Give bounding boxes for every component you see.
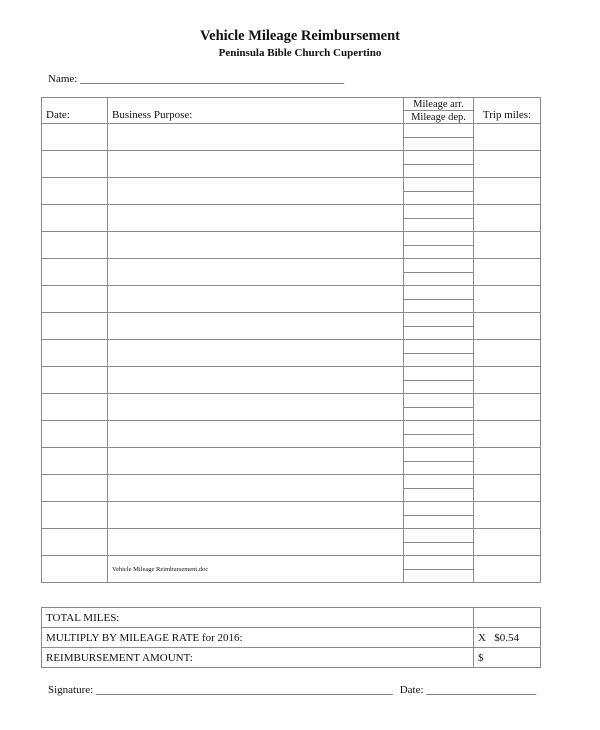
table-row [42, 502, 541, 516]
date-cell[interactable] [42, 232, 108, 259]
trip-miles-cell[interactable] [474, 151, 541, 178]
purpose-cell[interactable]: Vehicle Mileage Reimbursement.doc [108, 556, 404, 583]
mileage-dep-cell[interactable] [404, 515, 474, 529]
mileage-arr-cell[interactable] [404, 340, 474, 354]
trip-miles-cell[interactable] [474, 259, 541, 286]
mileage-dep-cell[interactable] [404, 380, 474, 394]
mileage-arr-cell[interactable] [404, 286, 474, 300]
table-row [42, 421, 541, 435]
purpose-cell[interactable] [108, 475, 404, 502]
mileage-rate-value: X $0.54 [474, 628, 541, 648]
mileage-arr-cell[interactable] [404, 529, 474, 543]
date-cell[interactable] [42, 475, 108, 502]
date-cell[interactable] [42, 259, 108, 286]
trip-miles-cell[interactable] [474, 232, 541, 259]
signature-label: Signature: [48, 684, 94, 696]
trip-miles-cell[interactable] [474, 475, 541, 502]
purpose-cell[interactable] [108, 340, 404, 367]
table-row [42, 448, 541, 462]
purpose-cell[interactable] [108, 448, 404, 475]
table-row [42, 205, 541, 219]
trip-miles-cell[interactable] [474, 313, 541, 340]
total-miles-label: TOTAL MILES: [42, 608, 474, 628]
date-cell[interactable] [42, 286, 108, 313]
mileage-arr-cell[interactable] [404, 475, 474, 489]
date-cell[interactable] [42, 502, 108, 529]
date-cell[interactable] [42, 340, 108, 367]
table-row [42, 394, 541, 408]
date-cell[interactable] [42, 367, 108, 394]
mileage-arr-cell[interactable] [404, 502, 474, 516]
name-blank-line[interactable]: ________________________________________________ [80, 73, 345, 85]
table-row [42, 475, 541, 489]
table-header-row [42, 98, 541, 111]
table-row [42, 529, 541, 543]
mileage-dep-cell[interactable] [404, 488, 474, 502]
mileage-dep-cell[interactable] [404, 326, 474, 340]
mileage-dep-cell[interactable] [404, 272, 474, 286]
date-cell[interactable] [42, 529, 108, 556]
purpose-column-header: Business Purpose: [108, 98, 404, 124]
purpose-cell[interactable] [108, 232, 404, 259]
mileage-dep-cell[interactable] [404, 137, 474, 151]
purpose-cell[interactable] [108, 502, 404, 529]
date-column-header: Date: [42, 98, 108, 124]
trip-miles-cell[interactable] [474, 529, 541, 556]
mileage-dep-cell[interactable] [404, 245, 474, 259]
trip-miles-cell[interactable] [474, 502, 541, 529]
table-row [42, 340, 541, 354]
purpose-cell[interactable] [108, 124, 404, 151]
mileage-dep-cell[interactable] [404, 353, 474, 367]
date-cell[interactable] [42, 313, 108, 340]
date-cell[interactable] [42, 178, 108, 205]
date-cell[interactable] [42, 421, 108, 448]
mileage-arr-cell[interactable] [404, 394, 474, 408]
mileage-dep-cell[interactable] [404, 407, 474, 421]
reimbursement-amount-label: REIMBURSEMENT AMOUNT: [42, 648, 474, 668]
date-cell[interactable] [42, 151, 108, 178]
purpose-cell[interactable] [108, 394, 404, 421]
trip-miles-cell[interactable] [474, 421, 541, 448]
trip-miles-cell[interactable] [474, 448, 541, 475]
trip-miles-cell[interactable] [474, 556, 541, 583]
table-row [42, 367, 541, 381]
total-miles-cell[interactable] [474, 608, 541, 628]
mileage-dep-cell[interactable] [404, 461, 474, 475]
reimbursement-amount-row [42, 648, 541, 668]
table-row [42, 232, 541, 246]
purpose-cell[interactable] [108, 286, 404, 313]
table-row [42, 259, 541, 273]
mileage-dep-cell[interactable] [404, 569, 474, 583]
date-cell[interactable] [42, 448, 108, 475]
mileage-rate-label: MULTIPLY BY MILEAGE RATE for 2016: [42, 628, 474, 648]
trip-miles-column-header: Trip miles: [474, 98, 541, 124]
date-cell[interactable] [42, 394, 108, 421]
table-row [42, 313, 541, 327]
table-row [42, 178, 541, 192]
mileage-arr-column-header: Mileage arr. [404, 98, 474, 111]
purpose-cell[interactable] [108, 178, 404, 205]
reimbursement-amount-cell[interactable]: $ [474, 648, 541, 668]
purpose-cell[interactable] [108, 313, 404, 340]
mileage-arr-cell[interactable] [404, 124, 474, 138]
trip-miles-cell[interactable] [474, 205, 541, 232]
totals-table [41, 607, 541, 668]
mileage-arr-cell[interactable] [404, 556, 474, 570]
mileage-dep-cell[interactable] [404, 542, 474, 556]
mileage-log-table [41, 97, 541, 583]
purpose-cell[interactable] [108, 151, 404, 178]
mileage-dep-cell[interactable] [404, 218, 474, 232]
mileage-rate-row [42, 628, 541, 648]
page-subtitle: Peninsula Bible Church Cupertino [218, 47, 382, 59]
total-miles-row [42, 608, 541, 628]
mileage-dep-cell[interactable] [404, 191, 474, 205]
purpose-cell[interactable] [108, 421, 404, 448]
mileage-arr-cell[interactable] [404, 313, 474, 327]
mileage-arr-cell[interactable] [404, 367, 474, 381]
date-blank-line[interactable]: ____________________ [426, 684, 537, 696]
date-cell[interactable] [42, 205, 108, 232]
table-row [42, 151, 541, 165]
name-label: Name: [48, 73, 78, 85]
mileage-arr-cell[interactable] [404, 448, 474, 462]
signature-field[interactable] [48, 684, 536, 696]
table-row [42, 556, 541, 570]
mileage-arr-cell[interactable] [404, 205, 474, 219]
purpose-cell[interactable] [108, 259, 404, 286]
purpose-cell[interactable] [108, 529, 404, 556]
purpose-cell[interactable] [108, 205, 404, 232]
page-title: Vehicle Mileage Reimbursement [200, 28, 400, 44]
table-row [42, 124, 541, 138]
purpose-cell[interactable] [108, 367, 404, 394]
trip-miles-cell[interactable] [474, 124, 541, 151]
mileage-dep-column-header: Mileage dep. [404, 111, 474, 124]
mileage-arr-cell[interactable] [404, 151, 474, 165]
trip-miles-cell[interactable] [474, 286, 541, 313]
mileage-arr-cell[interactable] [404, 259, 474, 273]
table-row [42, 286, 541, 300]
trip-miles-cell[interactable] [474, 340, 541, 367]
date-label: Date: [399, 684, 424, 696]
name-field[interactable] [48, 73, 344, 85]
trip-miles-cell[interactable] [474, 394, 541, 421]
signature-blank-line[interactable]: ______________________________________________________ [95, 684, 393, 696]
trip-miles-cell[interactable] [474, 367, 541, 394]
date-cell[interactable] [42, 124, 108, 151]
trip-miles-cell[interactable] [474, 178, 541, 205]
mileage-dep-cell[interactable] [404, 299, 474, 313]
mileage-arr-cell[interactable] [404, 178, 474, 192]
mileage-arr-cell[interactable] [404, 232, 474, 246]
mileage-dep-cell[interactable] [404, 164, 474, 178]
date-cell[interactable] [42, 556, 108, 583]
mileage-arr-cell[interactable] [404, 421, 474, 435]
mileage-dep-cell[interactable] [404, 434, 474, 448]
